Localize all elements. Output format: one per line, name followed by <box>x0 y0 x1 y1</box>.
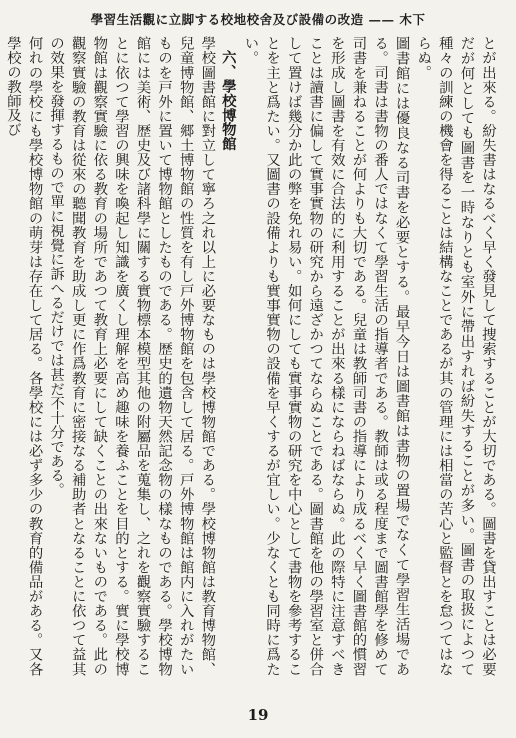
paragraph-museum-seeds: 何れの學校にも學校博物館の萌芽は存在して居る。各學校には必ず多少の教育的備品がある。又各學校の教師及び <box>4 36 43 676</box>
paragraph-lost-books: とが出來る。紛失書はなるべく早く發見して捜索することが大切である。圖書を貸出すことは必要だが何としても圖書を一時なりとも室外に帶出すれば紛失することが多い。圖書の取扱によつて種々の訓練の機會を得ることは結構なことであるが其の管理には相當の苦心と監督とを怠つてはならぬ。 <box>415 36 496 676</box>
section-heading: 六、學校博物館 <box>219 50 237 151</box>
running-header: 學習生活觀に立脚する校地校舍及び設備の改造 —— 木下 <box>90 12 426 27</box>
paragraph-librarian: 圖書館には優良なる司書を必要とする。最早今日は圖書館は書物の置場でなくて學習生活場である。司書は書物の番人ではなくて學習生活の指導者である。教師は或る程度まで圖書館學を修めて司書を兼ねることが何よりも大切である。兒童は教師司書の指導により成るべく早く圖書館的慣習を形成し圖書を有效に合法的に利用することが出來る樣にならねばならぬ。此の際特に注意すべきことは讀書に偏して實事實物の研究から遠ざかつてならぬことである。圖書館を他の學習室と併合して置けば幾分か此の弊を免れ易い。如何にしても實事實物の研究を中心として書物を參考することを主と爲たい。又圖書の設備よりも實事實物の設備を早くするが宜しい。少なくとも同時に爲たい。 <box>242 36 410 676</box>
page-number: 19 <box>247 706 269 724</box>
paragraph-school-museum: 學校圖書館に對立して寧ろ之れ以上に必要なものは學校博物館である。學校博物館は教育博物館、兒童博物館、郷土博物館の性質を有し戸外博物館を包含して居る。戸外博物館は館内に入れがたいものを戸外に置いて博物館としたものである。歴史的遺物天然記念物の樣なものである。學校博物館には美術、歴史及び諸科學に關する實物標本模型其他の附屬品を蒐集し、之れを觀察實驗することに依つて學習の興味を喚起し知識を廣くし理解を高め趣味を養ふことを目的とする。實に學校博物館は觀察實驗に依る教育の場所であつて教育上必要にして缺くことの出來ないものである。此の觀察實驗の教育は從來の聽聞教育を助成し更に作爲教育に密接なる補助者となることに依つて益其の效果を發揮するもので單に視覺に訴へるだけでは甚だ不十分である。 <box>48 36 216 676</box>
body-text <box>4 36 498 676</box>
